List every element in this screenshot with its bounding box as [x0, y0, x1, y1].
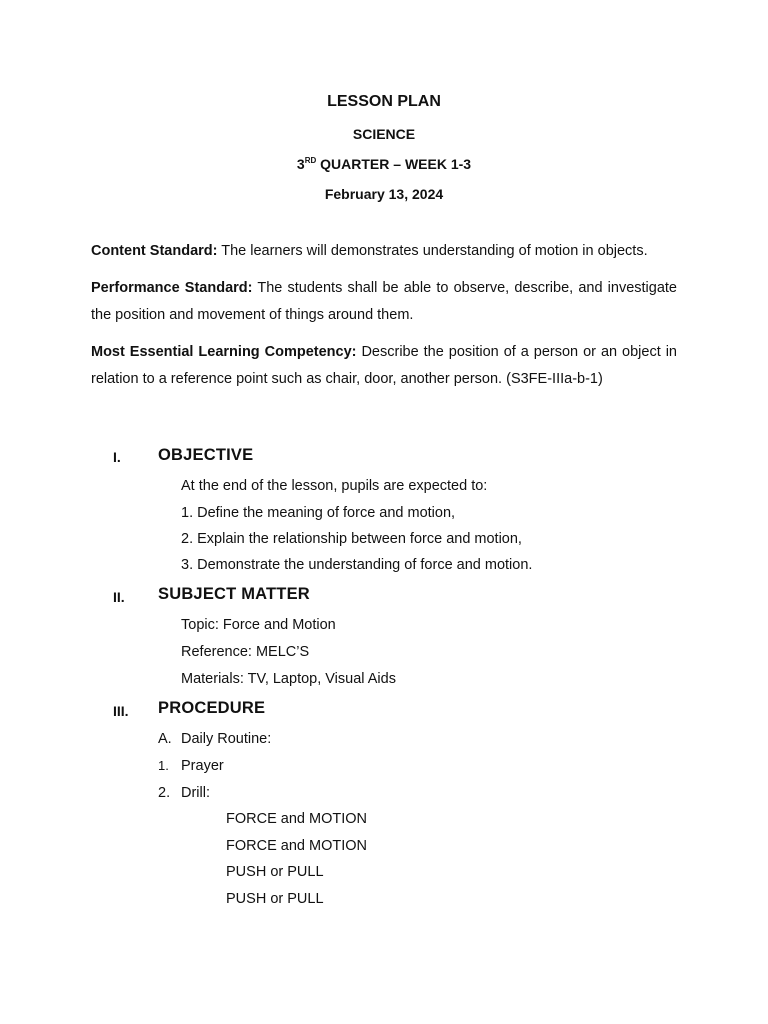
- section-number-objective: I.: [113, 449, 121, 465]
- subject-matter-line: Topic: Force and Motion: [181, 617, 336, 633]
- procedure-marker: A.: [158, 731, 172, 747]
- section-heading-subject-matter: SUBJECT MATTER: [158, 585, 310, 603]
- drill-line: PUSH or PULL: [226, 864, 324, 880]
- section-number-procedure: III.: [113, 703, 129, 719]
- section-heading-objective: OBJECTIVE: [158, 446, 254, 464]
- performance-standard: Performance Standard: The students shall be able to observe, describe, and investigate the position and movement of things around them.: [91, 280, 677, 323]
- section-number-subject-matter: II.: [113, 589, 125, 605]
- content-standard: Content Standard: The learners will demonstrates understanding of motion in objects.: [91, 243, 648, 259]
- section-heading-procedure: PROCEDURE: [158, 699, 266, 717]
- procedure-marker: 2.: [158, 785, 171, 801]
- lesson-date: February 13, 2024: [324, 186, 444, 202]
- objective-line: 1. Define the meaning of force and motion,: [181, 505, 456, 521]
- objective-line: 2. Explain the relationship between force and motion,: [181, 531, 522, 547]
- objective-line: 3. Demonstrate the understanding of force and motion.: [181, 557, 533, 573]
- drill-line: FORCE and MOTION: [226, 838, 367, 854]
- subject-label: SCIENCE: [352, 126, 416, 142]
- objective-line: At the end of the lesson, pupils are expected to:: [181, 478, 488, 494]
- subject-matter-line: Reference: MELC’S: [181, 644, 310, 660]
- document-title: LESSON PLAN: [327, 93, 441, 110]
- learning-competency: Most Essential Learning Competency: Describe the position of a person or an object in relation to a reference point such as chair, door, another person. (S3FE-IIIa-b-1): [91, 344, 677, 387]
- quarter-label: 3RD QUARTER – WEEK 1-3: [296, 156, 472, 172]
- procedure-item: Prayer: [181, 758, 224, 774]
- drill-line: FORCE and MOTION: [226, 811, 367, 827]
- procedure-item: Daily Routine:: [181, 731, 272, 747]
- procedure-marker: 1.: [158, 758, 169, 773]
- drill-line: PUSH or PULL: [226, 891, 324, 907]
- procedure-item: Drill:: [181, 785, 210, 801]
- subject-matter-line: Materials: TV, Laptop, Visual Aids: [181, 671, 396, 687]
